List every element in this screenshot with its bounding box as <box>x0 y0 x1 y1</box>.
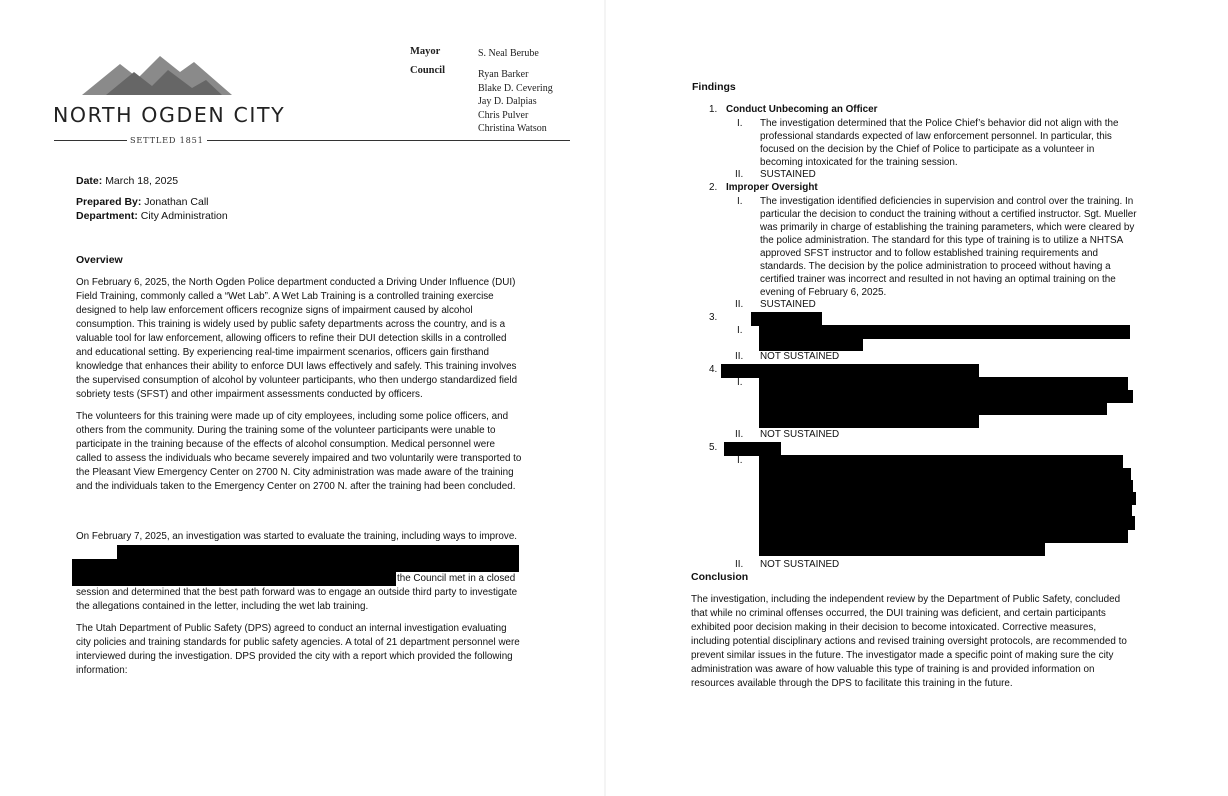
finding-3-number: 3. <box>709 312 718 323</box>
finding-5-ii-number: II. <box>735 559 744 570</box>
council-member: Jay D. Dalpias <box>478 96 537 108</box>
finding-4-i-number: I. <box>737 377 743 388</box>
overview-paragraph-4: The Utah Department of Public Safety (DPS) agreed to conduct an internal investigation evaluating city policies and training standards for public safety agencies. A total of 21 department personnel were interviewed during the investigation. DPS provided the city with a report which provided the following information: <box>76 623 520 676</box>
overview-paragraph-1: On February 6, 2025, the North Ogden Police department conducted a Driving Under Influence (DUI) Field Training, commonly called a “Wet Lab”. A Wet Lab Training is a controlled training exercise designed to help law enforcement officers recognize signs of impairment caused by alcohol consumption. This training is widely used by public safety departments across the country, and is a valuable tool for law enforcement, allowing officers to refine their DUI detection skills in a controlled and educational setting. By experiencing real-time impairment scenarios, officers gain firsthand knowledge that enhances their ability to enforce DUI laws effectively and safely. This training involves the supervised consumption of alcohol by volunteer participants, who then undergo standardized field sobriety tests (SFST) and other impairment assessments conducted by officers. <box>76 277 518 400</box>
council-member: Christina Watson <box>478 123 547 135</box>
finding-5-i-number: I. <box>737 455 743 466</box>
mountain-logo-icon <box>82 52 232 96</box>
document-page-1 <box>0 0 604 796</box>
finding-4-status: NOT SUSTAINED <box>760 429 840 440</box>
redaction-block <box>721 364 979 378</box>
finding-1-number: 1. <box>709 104 718 115</box>
finding-1-title: Conduct Unbecoming an Officer <box>726 104 878 115</box>
redaction-block <box>72 559 396 586</box>
finding-2-description: The investigation identified deficiencies in supervision and control over the training. In particular the decision to conduct the training without a certified instructor. Sgt. Mueller was primarily in charge of establishing the training parameters, which were cleared by the police administration. The standard for this type of training is to utilize a NHTSA approved SFST instructor and to follow established training requirements and standards. The decision by the police administration to proceed without having a certified trainer was incorrect and resulted in not having an optimal training on the evening of February 6, 2025. <box>760 196 1137 298</box>
findings-heading: Findings <box>692 81 736 93</box>
settled-text: SETTLED 1851 <box>127 135 207 145</box>
overview-heading: Overview <box>76 254 123 266</box>
redaction-block <box>759 542 1045 556</box>
council-list <box>478 68 553 136</box>
council-member: Blake D. Cevering <box>478 82 553 94</box>
city-name: NORTH OGDEN CITY <box>53 103 286 127</box>
department-label: Department: <box>76 210 138 222</box>
council-member: Chris Pulver <box>478 109 529 121</box>
prepared-line <box>76 196 209 209</box>
redaction-block <box>759 529 1128 543</box>
overview-paragraph-3 <box>76 530 522 544</box>
finding-1-ii-number: II. <box>735 169 744 180</box>
finding-2-number: 2. <box>709 182 718 193</box>
conclusion-heading: Conclusion <box>691 571 749 583</box>
redaction-block <box>724 442 781 456</box>
finding-2-status: SUSTAINED <box>760 299 816 310</box>
mayor-name: S. Neal Berube <box>478 48 539 59</box>
redaction-block <box>759 377 1128 391</box>
overview-body <box>76 276 522 500</box>
council-member: Ryan Barker <box>478 69 529 80</box>
department-line <box>76 210 228 223</box>
finding-3-status: NOT SUSTAINED <box>760 351 840 362</box>
overview-p3-end: session and determined that the best path forward was to engage an outside third party to investigate the allegations contained in the letter, including the wet lab training. <box>76 587 518 612</box>
redaction-block <box>751 312 822 326</box>
date-line <box>76 175 178 188</box>
finding-1-description: The investigation determined that the Police Chief’s behavior did not align with the professional standards expected of law enforcement personnel. In particular, this focused on the decision by the Chief of Police to participate as a volunteer in becoming intoxicated for the training session. <box>760 118 1119 168</box>
finding-1-i-number: I. <box>737 118 743 129</box>
finding-1-status: SUSTAINED <box>760 169 816 180</box>
finding-2-title: Improper Oversight <box>726 182 818 193</box>
finding-5-status: NOT SUSTAINED <box>760 559 840 570</box>
finding-4-number: 4. <box>709 364 718 375</box>
mayor-label: Mayor <box>410 46 441 57</box>
finding-4-ii-number: II. <box>735 429 744 440</box>
overview-paragraph-2: The volunteers for this training were made up of city employees, including some police officers, and others from the community. During the training some of the volunteer participants were unable to participate in the training because of the effects of alcohol consumption. Medical personnel were called to assess the individuals who became severely impaired and two voluntarily were transported to the Pleasant View Emergency Center on 2700 N. City administration was made aware of the training and the individuals taken to the Emergency Center on 2700 N. after the training had been concluded. <box>76 411 522 492</box>
overview-p3-mid: the Council met in a closed <box>397 573 516 584</box>
finding-2-i-number: I. <box>737 196 743 207</box>
redaction-block <box>759 414 979 428</box>
council-label: Council <box>410 65 446 76</box>
redaction-block <box>759 455 1123 469</box>
date-value: March 18, 2025 <box>105 175 179 187</box>
department-value: City Administration <box>140 210 228 222</box>
date-label: Date: <box>76 175 103 187</box>
finding-5-number: 5. <box>709 442 718 453</box>
conclusion-body: The investigation, including the independent review by the Department of Public Safety, concluded that while no criminal offenses occurred, the DUI training was deficient, and certain participants exhibited poor decision making in their decision to become intoxicated. Corrective measures, including potential disciplinary actions and revised training oversight protocols, are recommended to prevent similar issues in the future. The investigator made a specific point of making sure the city administration was aware of how valuable this type of training is and provided information on resources available through the DPS to facilitate this training in the future. <box>691 594 1127 689</box>
finding-3-i-number: I. <box>737 325 743 336</box>
prepared-label: Prepared By: <box>76 196 142 208</box>
finding-2-ii-number: II. <box>735 299 744 310</box>
redaction-block <box>759 516 1135 530</box>
overview-p3-start: On February 7, 2025, an investigation was started to evaluate the training, including ways to improve. <box>76 531 518 542</box>
prepared-value: Jonathan Call <box>144 196 209 208</box>
document-page-2 <box>606 0 1228 796</box>
redaction-block <box>759 325 1130 339</box>
finding-3-ii-number: II. <box>735 351 744 362</box>
